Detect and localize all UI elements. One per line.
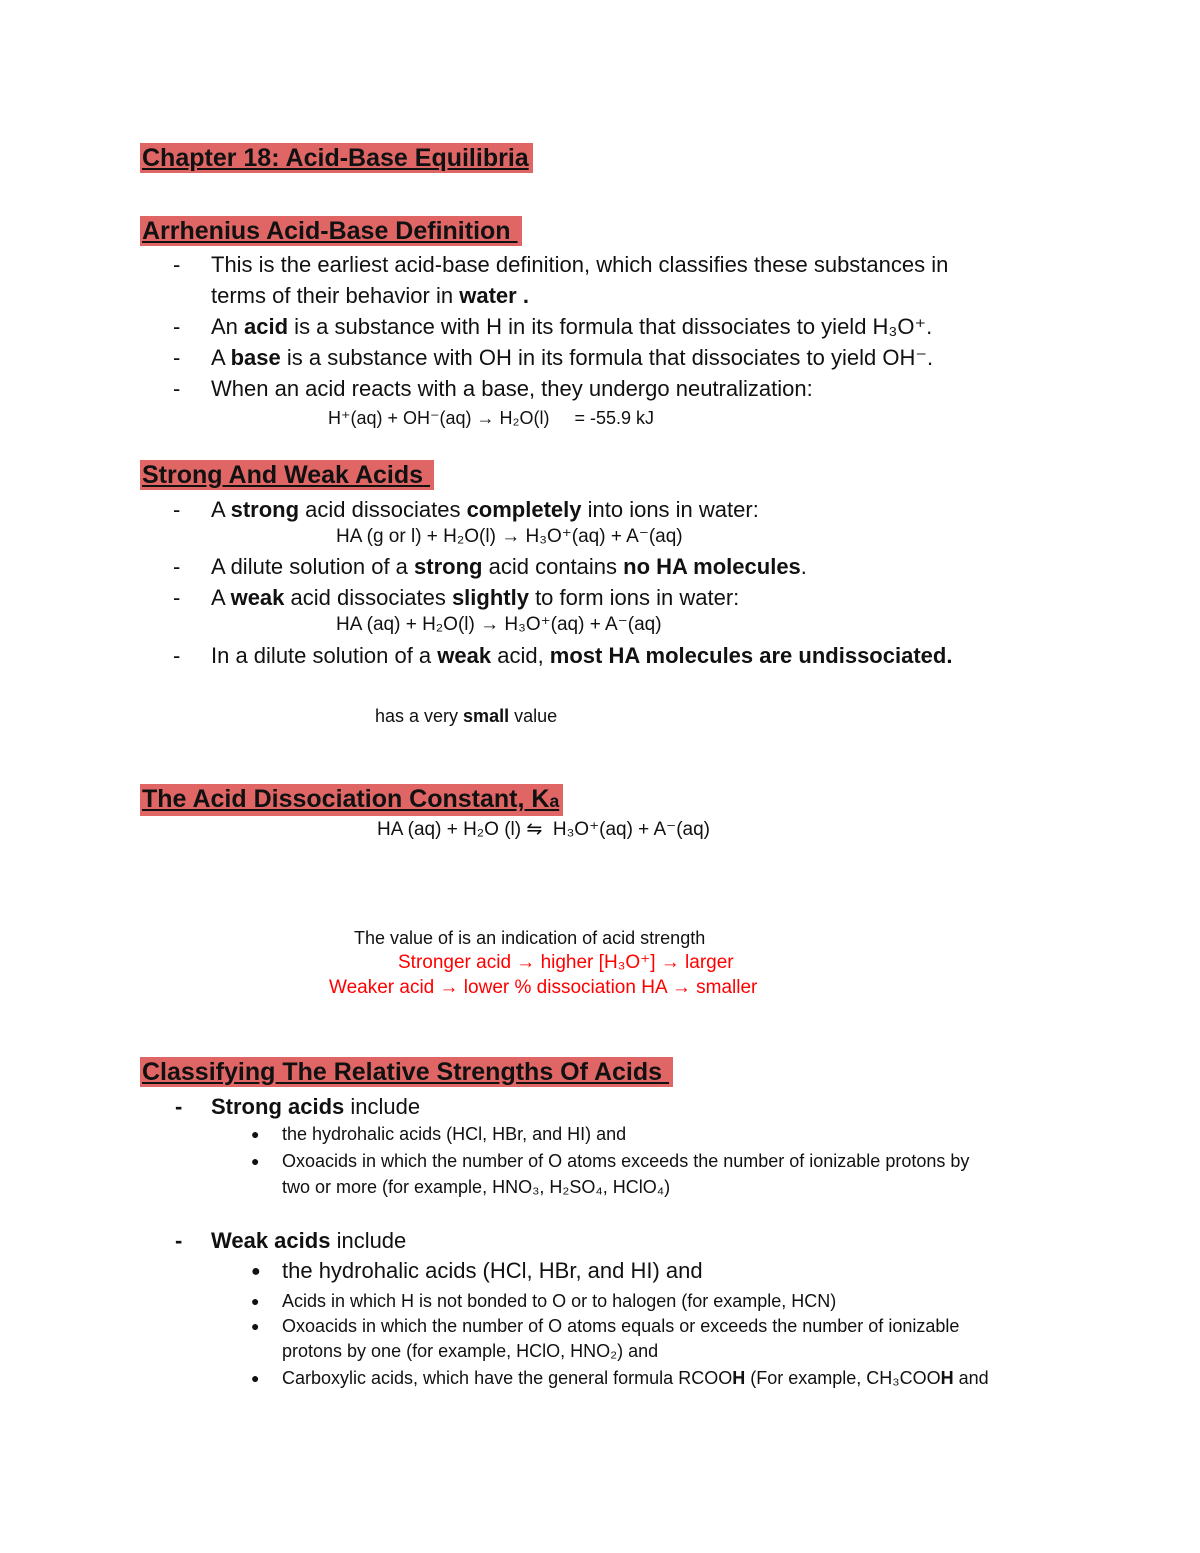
strong-dilute-bullet: A dilute solution of a strong acid contains no HA molecules. (211, 554, 807, 579)
stronger-acid-line: Stronger acid → higher [H₃O⁺] → larger (398, 952, 734, 973)
strong-item-oxoacids-line-1: Oxoacids in which the number of O atoms exceeds the number of ionizable protons by (282, 1151, 970, 1171)
dash-marker: - (173, 376, 181, 401)
weak-acids-include: Weak acids include (211, 1228, 407, 1253)
neutralization-equation: H⁺(aq) + OH⁻(aq) → H₂O(l) = -55.9 kJ (328, 408, 655, 428)
bullet-dot: ● (251, 1370, 260, 1386)
bullet-dot: ● (251, 1153, 260, 1169)
bullet-dot: ● (251, 1263, 261, 1280)
dash-marker: - (173, 585, 181, 610)
chapter-title: Chapter 18: Acid-Base Equilibria (140, 143, 533, 173)
dash-marker: - (173, 497, 181, 522)
ka-equation: HA (aq) + H₂O (l) ⇋ H₃O⁺(aq) + A⁻(aq) (377, 819, 711, 840)
weak-acid-bullet: A weak acid dissociates slightly to form ions in water: (211, 585, 740, 610)
strong-item-oxoacids-line-2: two or more (for example, HNO₃, H₂SO₄, HClO₄) (282, 1177, 671, 1197)
dash-marker: - (173, 345, 181, 370)
weaker-acid-line: Weaker acid → lower % dissociation HA → smaller (329, 977, 758, 998)
arrhenius-bullet-1-line-2: terms of their behavior in water . (211, 283, 529, 308)
bullet-dot: ● (251, 1318, 260, 1334)
dash-marker: - (175, 1228, 183, 1253)
weak-dilute-bullet: In a dilute solution of a weak acid, most HA molecules are undissociated. (211, 643, 953, 668)
arrhenius-bullet-1-line-1: This is the earliest acid-base definition, which classifies these substances in (211, 252, 949, 277)
weak-acid-equation: HA (aq) + H₂O(l) → H₃O⁺(aq) + A⁻(aq) (336, 614, 662, 635)
dash-marker: - (173, 252, 181, 277)
weak-item-hydrohalic: the hydrohalic acids (HCl, HBr, and HI) and (282, 1258, 703, 1283)
strong-item-hydrohalic: the hydrohalic acids (HCl, HBr, and HI) and (282, 1124, 627, 1144)
small-value-note: has a very small value (375, 706, 558, 726)
dash-marker: - (173, 314, 181, 339)
heading-classifying: Classifying The Relative Strengths Of Acids (140, 1057, 673, 1087)
dash-marker: - (175, 1094, 183, 1119)
strong-acids-include: Strong acids include (211, 1094, 421, 1119)
heading-ka: The Acid Dissociation Constant, Ka (140, 784, 563, 816)
dash-marker: - (173, 643, 181, 668)
weak-item-carboxylic: Carboxylic acids, which have the general formula RCOOH (For example, CH₃COOH and (282, 1368, 989, 1388)
weak-item-oxoacids-line-2: protons by one (for example, HClO, HNO₂) and (282, 1341, 659, 1361)
arrhenius-bullet-acid: An acid is a substance with H in its formula that dissociates to yield H₃O⁺. (211, 314, 933, 339)
strong-acid-equation: HA (g or l) + H₂O(l) → H₃O⁺(aq) + A⁻(aq) (336, 526, 683, 547)
bullet-dot: ● (251, 1126, 260, 1142)
bullet-dot: ● (251, 1293, 260, 1309)
arrhenius-bullet-neutralization: When an acid reacts with a base, they undergo neutralization: (211, 376, 813, 401)
weak-item-oxoacids-line-1: Oxoacids in which the number of O atoms equals or exceeds the number of ionizable (282, 1316, 960, 1336)
heading-arrhenius: Arrhenius Acid-Base Definition (140, 216, 522, 246)
heading-strong-weak: Strong And Weak Acids (140, 460, 434, 490)
ka-value-line: The value of is an indication of acid strength (354, 928, 706, 948)
weak-item-h-not-bonded: Acids in which H is not bonded to O or to halogen (for example, HCN) (282, 1291, 837, 1311)
arrhenius-bullet-base: A base is a substance with OH in its formula that dissociates to yield OH⁻. (211, 345, 934, 370)
strong-acid-bullet: A strong acid dissociates completely into ions in water: (211, 497, 759, 522)
dash-marker: - (173, 554, 181, 579)
